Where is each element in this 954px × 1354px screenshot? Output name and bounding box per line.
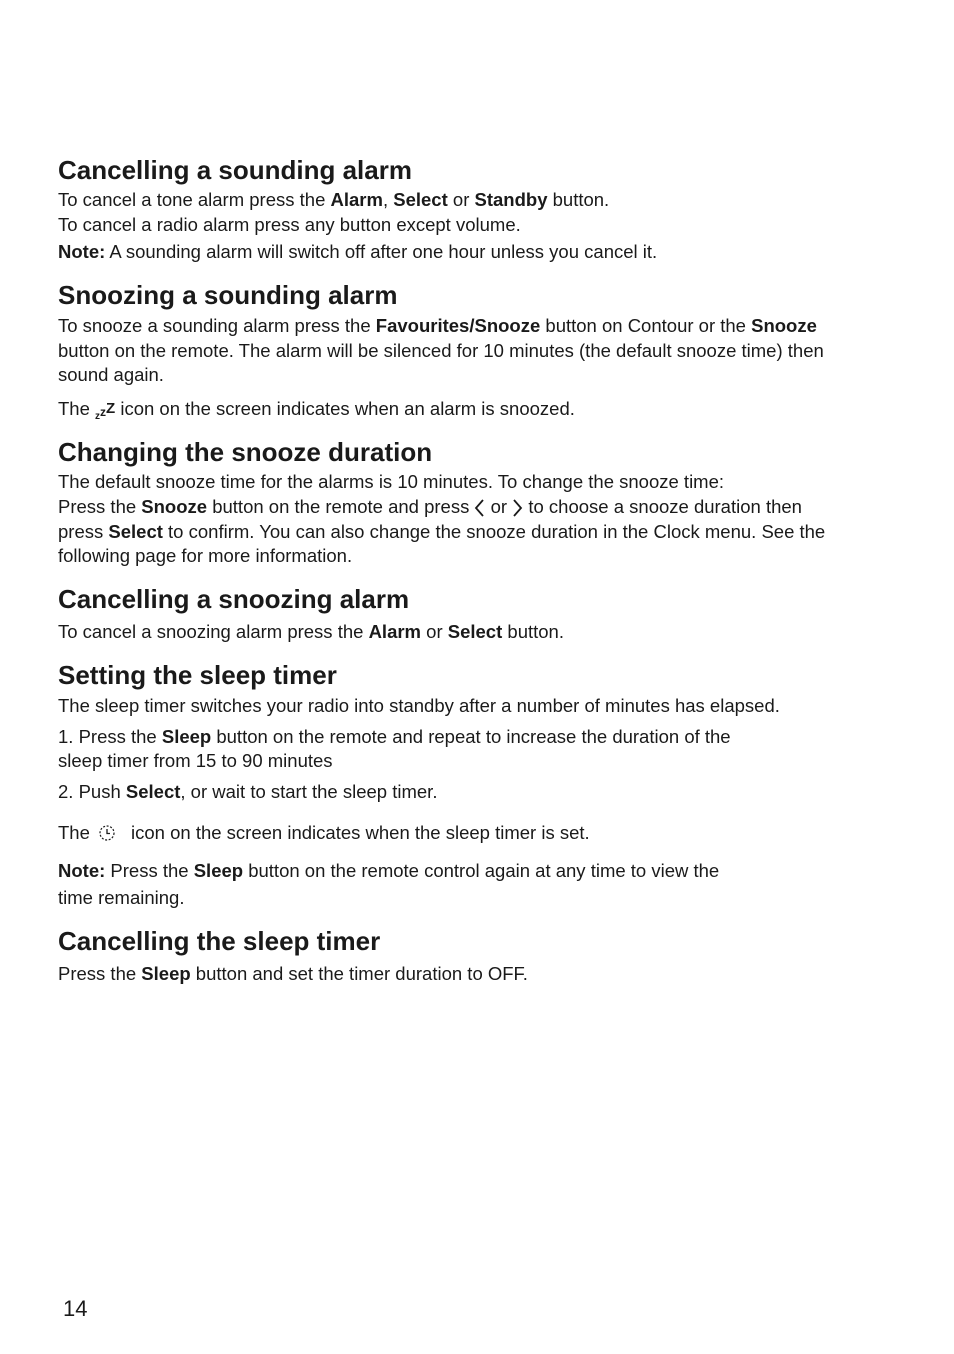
heading-snoozing-sounding-alarm: Snoozing a sounding alarm <box>58 280 398 310</box>
paragraph-sleep-icon: The icon on the screen indicates when the sleep timer is set. <box>58 822 590 843</box>
note-sleep-remaining: Note: Press the Sleep button on the remote control again at any time to view the <box>58 860 720 881</box>
paragraph-cancel-tone-alarm: To cancel a tone alarm press the Alarm, Select or Standby button. <box>58 189 610 210</box>
list-item-step-1-cont: sleep timer from 15 to 90 minutes <box>58 750 333 771</box>
paragraph-press-snooze: Press the Snooze button on the remote and press or to choose a snooze duration then <box>58 496 802 517</box>
heading-cancelling-sounding-alarm: Cancelling a sounding alarm <box>58 155 412 185</box>
paragraph-snooze-line-3: sound again. <box>58 364 164 385</box>
paragraph-press-select: press Select to confirm. You can also change the snooze duration in the Clock menu. See the <box>58 521 826 542</box>
paragraph-cancel-radio-alarm: To cancel a radio alarm press any button except volume. <box>58 214 521 235</box>
note-sleep-remaining-cont: time remaining. <box>58 887 185 908</box>
sleep-timer-icon <box>95 824 131 844</box>
paragraph-snooze-line-2: button on the remote. The alarm will be silenced for 10 minutes (the default snooze time) then <box>58 340 824 361</box>
heading-setting-sleep-timer: Setting the sleep timer <box>58 660 337 690</box>
paragraph-snooze-line-1: To snooze a sounding alarm press the Favourites/Snooze button on Contour or the Snooze <box>58 315 817 336</box>
chevron-right-icon <box>512 498 523 518</box>
page-number: 14 <box>63 1296 88 1321</box>
note-auto-switch-off: Note: A sounding alarm will switch off after one hour unless you cancel it. <box>58 241 658 262</box>
paragraph-sleep-timer-intro: The sleep timer switches your radio into standby after a number of minutes has elapsed. <box>58 695 780 716</box>
heading-cancelling-sleep-timer: Cancelling the sleep timer <box>58 926 381 956</box>
paragraph-cancel-snoozing: To cancel a snoozing alarm press the Alarm or Select button. <box>58 621 564 642</box>
list-item-step-1: 1. Press the Sleep button on the remote and repeat to increase the duration of the <box>58 726 731 747</box>
heading-cancelling-snoozing-alarm: Cancelling a snoozing alarm <box>58 584 410 614</box>
list-item-step-2: 2. Push Select, or wait to start the sleep timer. <box>58 781 438 802</box>
heading-changing-snooze-duration: Changing the snooze duration <box>58 437 433 467</box>
chevron-left-icon <box>474 498 485 518</box>
snooze-zzz-icon: $_z$zZ <box>95 400 116 422</box>
paragraph-following-page: following page for more information. <box>58 545 353 566</box>
paragraph-snooze-icon: The $_z$zZ icon on the screen indicates when an alarm is snoozed. <box>58 398 575 422</box>
paragraph-default-snooze: The default snooze time for the alarms is 10 minutes. To change the snooze time: <box>58 471 725 492</box>
paragraph-cancel-sleep: Press the Sleep button and set the timer duration to OFF. <box>58 963 528 984</box>
